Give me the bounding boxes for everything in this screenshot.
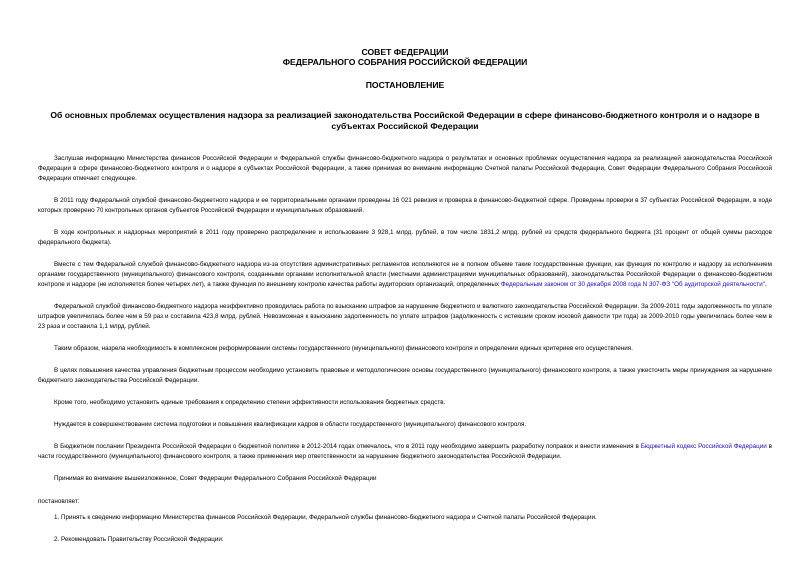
org-name-line1: СОВЕТ ФЕДЕРАЦИИ [361,47,449,57]
paragraph-9: Нуждается в совершенствовании система подготовки и повышения квалификации кадров в области государственного (муниципального) финансового контроля. [54,421,527,428]
paragraph-6: Таким образом, назрела необходимость в комплексном реформировании системы государственного (муниципального) финансового контроля и определении единых критериев его осуществления. [54,345,633,352]
paragraph-1: Заслушав информацию Министерства финансов Российской Федерации и Федеральной службы финансово-бюджетного надзора о результатах и основных проблемах осуществления надзора за реализацией законодательства Российской Федерации в сфере финансово-бюджетного контроля и о надзоре в субъектах Российской Федерации, а также принимая во внимание информацию Счетной палаты Российской Федерации, Совет Федерации Федерального Собрания Российской Федерации отмечает следующее. [38,155,772,182]
paragraph-4-end: . [764,281,767,288]
paragraph-4 [38,260,772,290]
paragraph-10-text: В Бюджетном послании Президента Российской Федерации о бюджетной политике в 2012-2014 годах отмечалось, что в 2011 году необходимо завершить разработку поправок и внести изменения в [54,443,641,450]
paragraph-4-text: Вместе с тем Федеральной службой финансово-бюджетного надзора из-за отсутствия административных регламентов исполняются не в полном объеме такие государственные функции, как функция по контролю и надзору за исполнением органами государственного (муниципального) финансового контроля, созданными органами исполнительной власти (местными администрациями муниципальных образований), законодательства Российской Федерации о финансово-бюджетном контроле и надзоре (не исполняется более четырех лет), а также функция по внешнему контролю качества работы аудиторских организаций, определенных [38,261,772,288]
resolution-verb: постановляет: [38,498,80,505]
paragraph-7: В целях повышения качества управления бюджетным процессом необходимо установить правовые и методологические основы государственного (муниципального) финансового контроля, а также ужесточить меры принуждения за нарушение бюджетного законодательства Российской Федерации. [38,367,772,384]
budget-code-link[interactable]: Бюджетный кодекс Российской Федерации [640,443,767,450]
paragraph-10-end: в части государственного (муниципального) финансового контроля, а также применения мер ответственности за нарушение бюджетного законодательства Российской Федерации. [38,443,772,460]
paragraph-2: В 2011 году Федеральной службой финансово-бюджетного надзора и ее территориальными органами проведены 16 021 ревизия и проверка в финансово-бюджетной сфере. Проведены проверки в 37 субъектах Российской Федерации, в ходе которых проверено 70 контрольных органов субъектов Российской Федерации и муниципальных образований. [38,197,772,214]
document-title: Об основных проблемах осуществления надзора за реализацией законодательства Российской Федерации в сфере финансово-бюджетного контроля и о надзоре в субъектах Российской Федерации [50,110,760,131]
paragraph-10 [38,442,772,462]
paragraph-3: В ходе контрольных и надзорных мероприятий в 2011 году проверено распределение и использование 3 928,1 млрд. рублей, в том числе 1831,2 млрд. рублей из средств федерального бюджета (31 процент от общей суммы расходов федерального бюджета). [38,229,772,246]
document-type: ПОСТАНОВЛЕНИЕ [365,80,445,90]
paragraph-5: Федеральной службой финансово-бюджетного надзора неэффективно проводилась работа по взысканию штрафов за нарушение бюджетного и валютного законодательства Российской Федерации. За 2009-2011 годы задолженность по уплате штрафов увеличилась более чем в 59 раз и составила 423,8 млрд. рублей. Невозможная к взысканию задолженность по уплате штрафов (задолженность с истекшим сроком исковой давности три года) за 2009-2010 годы увеличилась более чем в 23 раза и составила 1,1 млрд. рублей. [38,303,772,330]
paragraph-8: Кроме того, необходимо установить единые требования к определению степени эффективности использования бюджетных средств. [54,399,446,406]
resolution-item-2: 2. Рекомендовать Правительству Российской Федерации: [54,536,224,543]
resolution-item-1: 1. Принять к сведению информацию Министерства финансов Российской Федерации, Федеральной службы финансово-бюджетного надзора и Счетной палаты Российской Федерации. [54,514,597,521]
paragraph-11: Принимая во внимание вышеизложенное, Совет Федерации Федерального Собрания Российской Федерации [54,475,377,482]
federal-law-link[interactable]: Федеральным законом от 30 декабря 2008 года N 307-ФЗ "Об аудиторской деятельности" [500,281,765,288]
org-name-line2: ФЕДЕРАЛЬНОГО СОБРАНИЯ РОССИЙСКОЙ ФЕДЕРАЦИИ [282,57,528,67]
